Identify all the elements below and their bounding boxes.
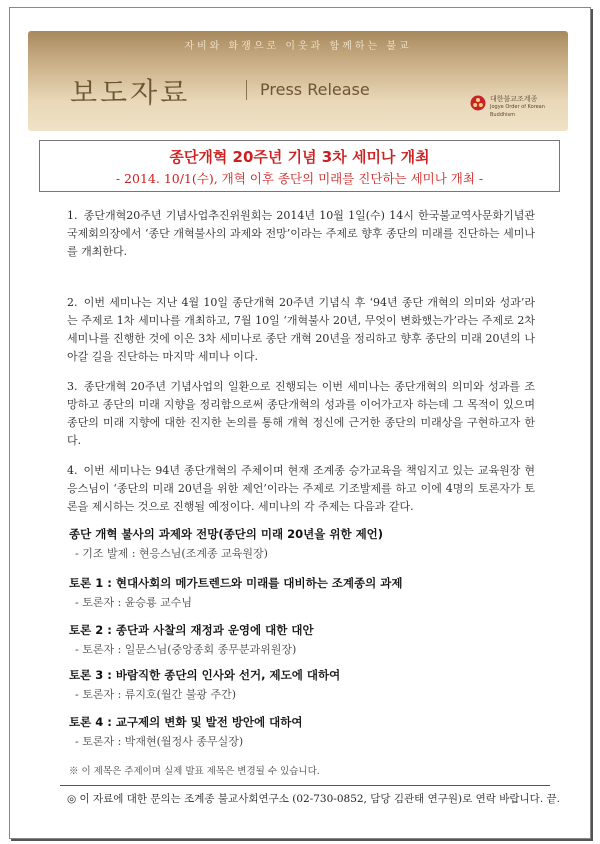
logo-name: 대한불교조계종 bbox=[490, 95, 538, 103]
footer-divider bbox=[60, 785, 550, 786]
paragraph-text: 종단개혁20주년 기념사업추진위원회는 2014년 10월 1일(수) 14시 한국불교역사문화기념관 국제회의장에서 ‘종단 개혁불사의 과제와 전망’이라는 주제로 향후 종단의 미래를 진단하는 세미나를 개최한다. bbox=[67, 209, 536, 258]
sub-title: - 2014. 10/1(수), 개혁 이후 종단의 미래를 진단하는 세미나 개최 - bbox=[115, 171, 484, 186]
paragraph-text: 이번 세미나는 94년 종단개혁의 주체이며 현재 조계종 승가교육을 책임지고 있는 교육원장 현응스님이 ‘종단의 미래 20년을 위한 제언’이라는 주제로 기조발제를 하고 이에 4명의 토론자가 토론을 제시하는 것으로 진행될 예정이다. 세미나의 각 주제는 다음과 같다. bbox=[67, 464, 535, 513]
paragraph-number: 1. bbox=[67, 209, 78, 222]
banner-slogan: 자비와 화쟁으로 이웃과 함께하는 불교 bbox=[184, 41, 412, 52]
paragraph-1 bbox=[67, 207, 535, 261]
topic-discussion-3-panelist: - 토론자 : 류지호(월간 불광 주간) bbox=[75, 688, 236, 701]
topic-discussion-3: 토론 3 : 바람직한 종단의 인사와 선거, 제도에 대하여 bbox=[69, 668, 341, 682]
topic-discussion-4-panelist: - 토론자 : 박재현(월정사 종무실장) bbox=[75, 735, 244, 748]
topic-discussion-4: 토론 4 : 교구제의 변화 및 발전 방안에 대하여 bbox=[69, 715, 303, 729]
contact-footer: ◎ 이 자료에 대한 문의는 조계종 불교사회연구소 (02-730-0852, 담당 김관태 연구원)로 연락 바랍니다. 끝. bbox=[67, 793, 560, 805]
topic-discussion-2-panelist: - 토론자 : 일문스님(중앙종회 종무분과위원장) bbox=[75, 643, 297, 656]
banner-divider bbox=[246, 80, 247, 100]
logo-text bbox=[490, 95, 568, 119]
paragraph-number: 3. bbox=[67, 380, 78, 393]
main-title: 종단개혁 20주년 기념 3차 세미나 개최 bbox=[169, 148, 430, 166]
paragraph-text: 이번 세미나는 지난 4월 10일 종단개혁 20주년 기념식 후 ‘94년 종단 개혁의 의미와 성과’라는 주제로 1차 세미나를 개최하고, 7월 10일 ‘개혁불사 20년, 무엇이 변화했는가’라는 주제로 2차 세미나를 진행한 것에 이은 3차 세미나로 종단 개혁 20년을 정리하고 향후 종단의 미래 20년의 나아갈 길을 진단하는 마지막 세미나 이다. bbox=[67, 296, 535, 363]
paragraph-text: 종단개혁 20주년 기념사업의 일환으로 진행되는 이번 세미나는 종단개혁의 의미와 성과를 조망하고 종단의 미래 지향을 정리함으로써 종단개혁의 성과를 이어가고자 하는데 그 목적이 있으며 종단의 미래 지향에 대한 진지한 논의를 통해 개혁 정신에 근거한 종단의 미래상을 구현하고자 한다. bbox=[67, 380, 536, 447]
paragraph-3 bbox=[67, 378, 535, 450]
press-release-banner bbox=[28, 31, 568, 131]
paragraph-2 bbox=[67, 294, 535, 366]
banner-subtitle: Press Release bbox=[260, 80, 370, 99]
paragraph-number: 4. bbox=[67, 464, 78, 477]
paragraph-4 bbox=[67, 462, 535, 516]
paragraph-number: 2. bbox=[67, 296, 78, 309]
jogye-order-logo-icon bbox=[470, 95, 486, 111]
banner-title: 보도자료 bbox=[70, 76, 191, 109]
topic-discussion-1-panelist: - 토론자 : 윤승룡 교수님 bbox=[75, 596, 193, 609]
topic-keynote: 종단 개혁 불사의 과제와 전망(종단의 미래 20년을 위한 제언) bbox=[69, 527, 384, 541]
topic-discussion-1: 토론 1 : 현대사회의 메가트렌드와 미래를 대비하는 조계종의 과제 bbox=[69, 576, 403, 590]
logo-english-name: Jogye Order of Korean Buddhism bbox=[490, 104, 545, 118]
topic-discussion-2: 토론 2 : 종단과 사찰의 재정과 운영에 대한 대안 bbox=[69, 623, 314, 637]
title-change-note: ※ 이 제목은 주제이며 실제 발표 제목은 변경될 수 있습니다. bbox=[69, 766, 320, 777]
title-box bbox=[39, 140, 560, 192]
topic-keynote-speaker: - 기조 발제 : 현응스님(조계종 교육원장) bbox=[75, 547, 268, 560]
